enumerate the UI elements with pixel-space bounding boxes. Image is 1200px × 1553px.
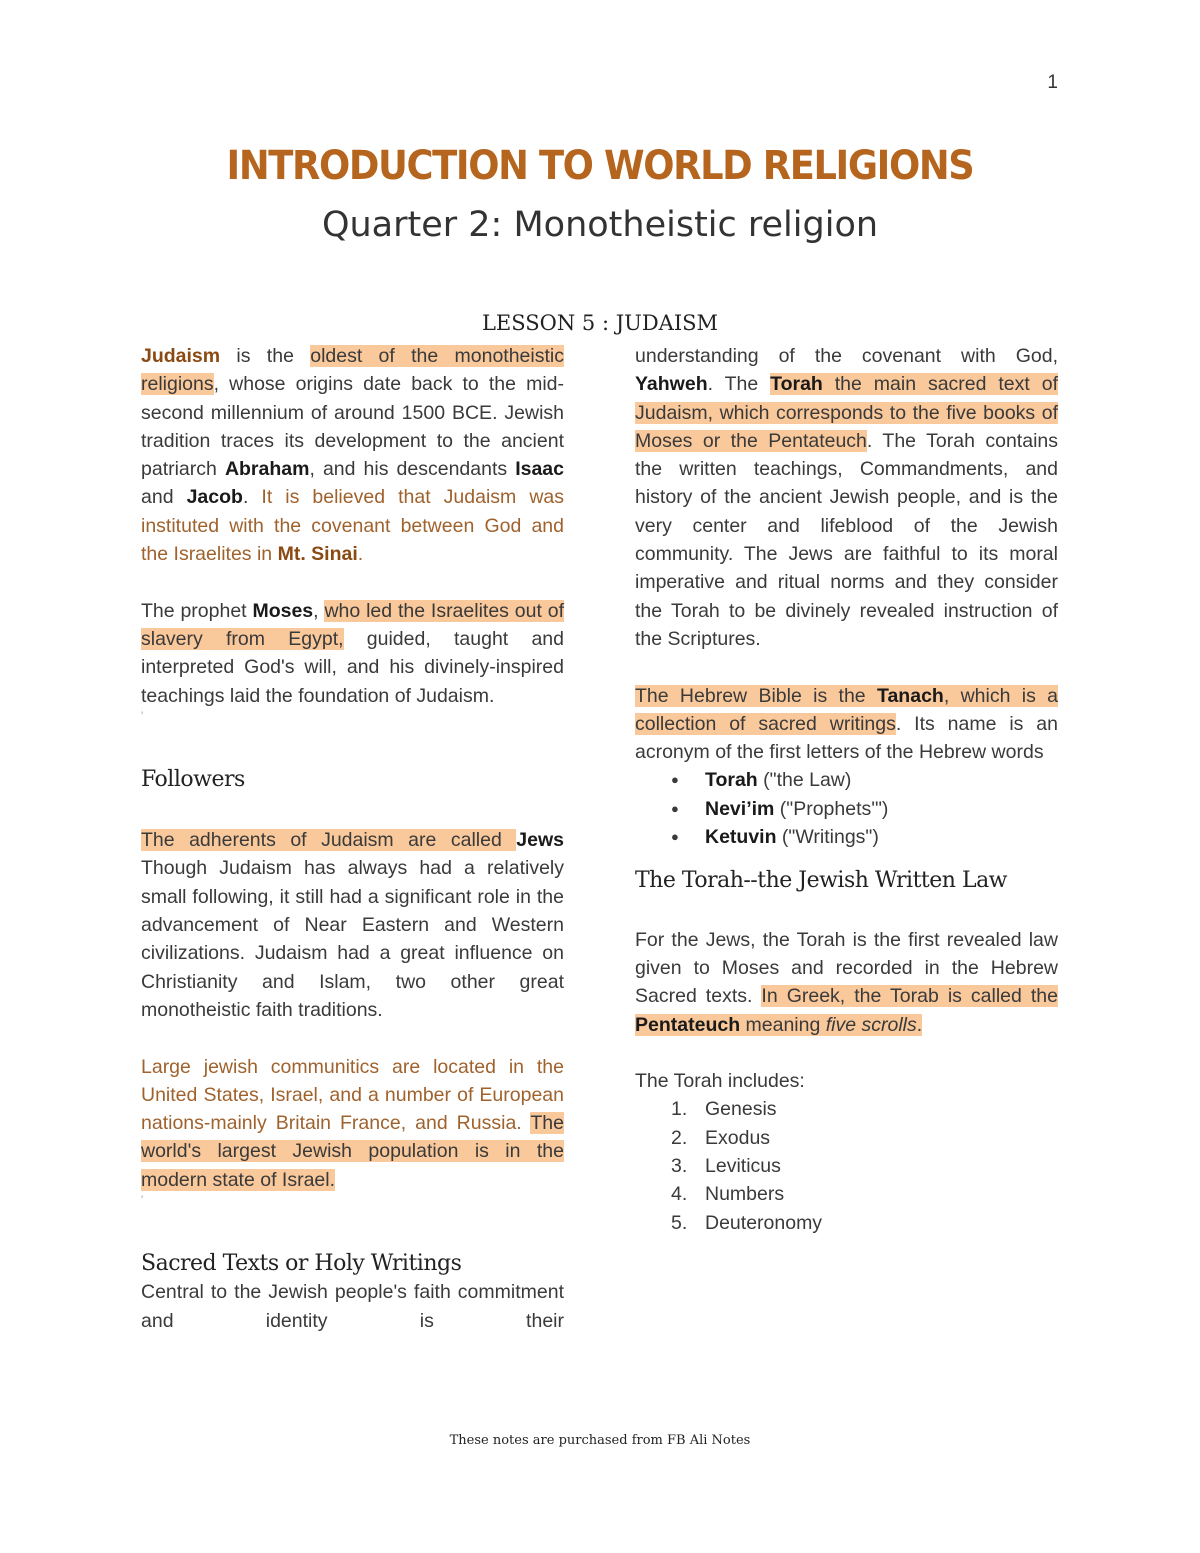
highlight-oldest: oldest of the monotheistic religions: [141, 345, 564, 396]
list-term: Ketuvin: [705, 826, 777, 849]
list-number: 5.: [671, 1211, 688, 1234]
term-tanach: Tanach: [877, 684, 944, 707]
term-abraham: Abraham: [224, 458, 310, 481]
stray-mark: ': [141, 1193, 144, 1208]
list-number: 3.: [671, 1155, 688, 1178]
list-item: [671, 1180, 1058, 1208]
highlight-moses: who led the Israelites out of slavery from Egypt,: [141, 599, 565, 650]
list-number: 4.: [671, 1183, 688, 1206]
tanach-paragraph: [635, 682, 1058, 767]
brown-text-covenant: It is believed that Judaism was instituted with the covenant between God and the Israelites in: [141, 486, 564, 566]
list-item: [671, 766, 1058, 794]
highlight-hebrew-bible: The Hebrew Bible is the: [635, 684, 877, 707]
list-term: Torah: [705, 769, 758, 792]
page-number: 1: [1047, 72, 1058, 93]
term-moses: Moses: [252, 599, 314, 622]
followers-heading: Followers: [141, 766, 245, 792]
list-desc: ("Prophets'"): [774, 797, 889, 820]
text: .: [242, 486, 262, 509]
lesson-heading: LESSON 5 : JUDAISM: [481, 311, 719, 335]
list-number: 2.: [671, 1126, 688, 1149]
right-column: [635, 342, 1058, 1237]
term-isaac: Isaac: [515, 458, 564, 481]
list-desc: ("the Law): [757, 769, 852, 792]
highlight-greek: In Greek, the Torab is called the: [761, 985, 1058, 1008]
text: . Its name is an acronym of the first letters of the Hebrew words: [635, 712, 1059, 764]
term-pentateuch: Pentateuch: [635, 1013, 741, 1036]
list-item: [671, 1124, 1058, 1152]
text: .: [357, 543, 364, 566]
sacred-texts-heading: Sacred Texts or Holy Writings: [141, 1251, 462, 1277]
text: , and his descendants: [309, 458, 516, 481]
moses-paragraph: [141, 597, 564, 710]
intro-paragraph: [141, 342, 564, 568]
page-subtitle: Quarter 2: Monotheistic religion: [321, 205, 879, 245]
books-list: [635, 1095, 1058, 1236]
text: and: [141, 486, 187, 509]
text: ,: [313, 599, 325, 622]
footer-note: These notes are purchased from FB Ali Notes: [449, 1433, 751, 1448]
list-item: [671, 1209, 1058, 1237]
text: meaning: [740, 1013, 826, 1036]
text: The prophet: [141, 599, 253, 622]
list-item: [671, 795, 1058, 823]
term-jews: Jews: [516, 829, 564, 852]
term-sinai: Mt. Sinai: [277, 543, 358, 566]
text: For the Jews, the Torah is the first revealed law given to Moses and recorded in the Hebrew Sacred texts.: [635, 928, 1058, 1008]
text: Though Judaism has always had a relatively small following, it still had a significant role in the advancement of Near Eastern and Western civilizations. Judaism had a great influence on Christianity and Islam, two other great monotheistic faith traditions.: [141, 857, 564, 1021]
text: is the: [220, 345, 311, 367]
followers-paragraph: [141, 826, 564, 1024]
text: . The Torah contains the written teachings, Commandments, and history of the ancient Jewish people, and is the very center and lifeblood of the Jewish community. The Jews are faithful to its moral imperative and ritual norms and they consider the Torah to be divinely revealed instruction of the Scriptures.: [635, 429, 1058, 650]
book-name: Deuteronomy: [705, 1211, 823, 1234]
torah-paragraph: [635, 342, 1058, 653]
text: .: [916, 1013, 923, 1036]
greek-paragraph: [635, 926, 1058, 1039]
highlight-collection: , which is a collection of sacred writings: [635, 684, 1059, 735]
text: . The: [707, 373, 771, 396]
list-item: [671, 1152, 1058, 1180]
torah-law-heading: The Torah--the Jewish Written Law: [635, 868, 1008, 894]
sacred-texts-paragraph: Central to the Jewish people's faith commitment and identity is their: [141, 1281, 564, 1332]
tanach-list: [635, 766, 1058, 851]
book-name: Exodus: [705, 1126, 771, 1149]
list-desc: ("Writings"): [776, 826, 879, 849]
list-item: [671, 823, 1058, 851]
brown-text-communities: Large jewish communitics are located in the United States, Israel, and a number of European nations-mainly Britain France, and Russia.: [141, 1055, 564, 1135]
left-column: [141, 342, 564, 1335]
page-title: INTRODUCTION TO WORLD RELIGIONS: [226, 143, 974, 189]
list-number: 1.: [671, 1098, 688, 1121]
highlight-adherents: The adherents of Judaism are called: [141, 829, 517, 852]
term-judaism: Judaism: [141, 345, 221, 367]
term-jacob: Jacob: [186, 486, 243, 509]
book-name: Leviticus: [705, 1155, 781, 1178]
highlight-israel: The world's largest Jewish population is in the modern state of Israel.: [141, 1112, 564, 1191]
text: guided, taught and interpreted God's will, and his divinely-inspired teachings laid the foundation of Judaism.: [141, 627, 565, 707]
list-term: Nevi’im: [705, 797, 775, 820]
text: understanding of the covenant with God,: [635, 345, 1058, 367]
includes-label: The Torah includes:: [635, 1070, 805, 1093]
term-yahweh: Yahweh: [635, 373, 708, 396]
text: , whose origins date back to the mid-second millennium of around 1500 BCE. Jewish tradition traces its development to the ancient patriarch: [141, 373, 564, 481]
stray-mark: ': [141, 708, 144, 723]
term-torah: Torah: [770, 373, 823, 396]
book-name: Genesis: [705, 1098, 777, 1121]
term-five-scrolls: five scrolls: [825, 1013, 917, 1036]
communities-paragraph: [141, 1053, 564, 1194]
list-item: [671, 1095, 1058, 1123]
highlight-torah: the main sacred text of Judaism, which corresponds to the five books of Moses or the Pentateuch: [635, 373, 1058, 452]
book-name: Numbers: [705, 1183, 785, 1206]
